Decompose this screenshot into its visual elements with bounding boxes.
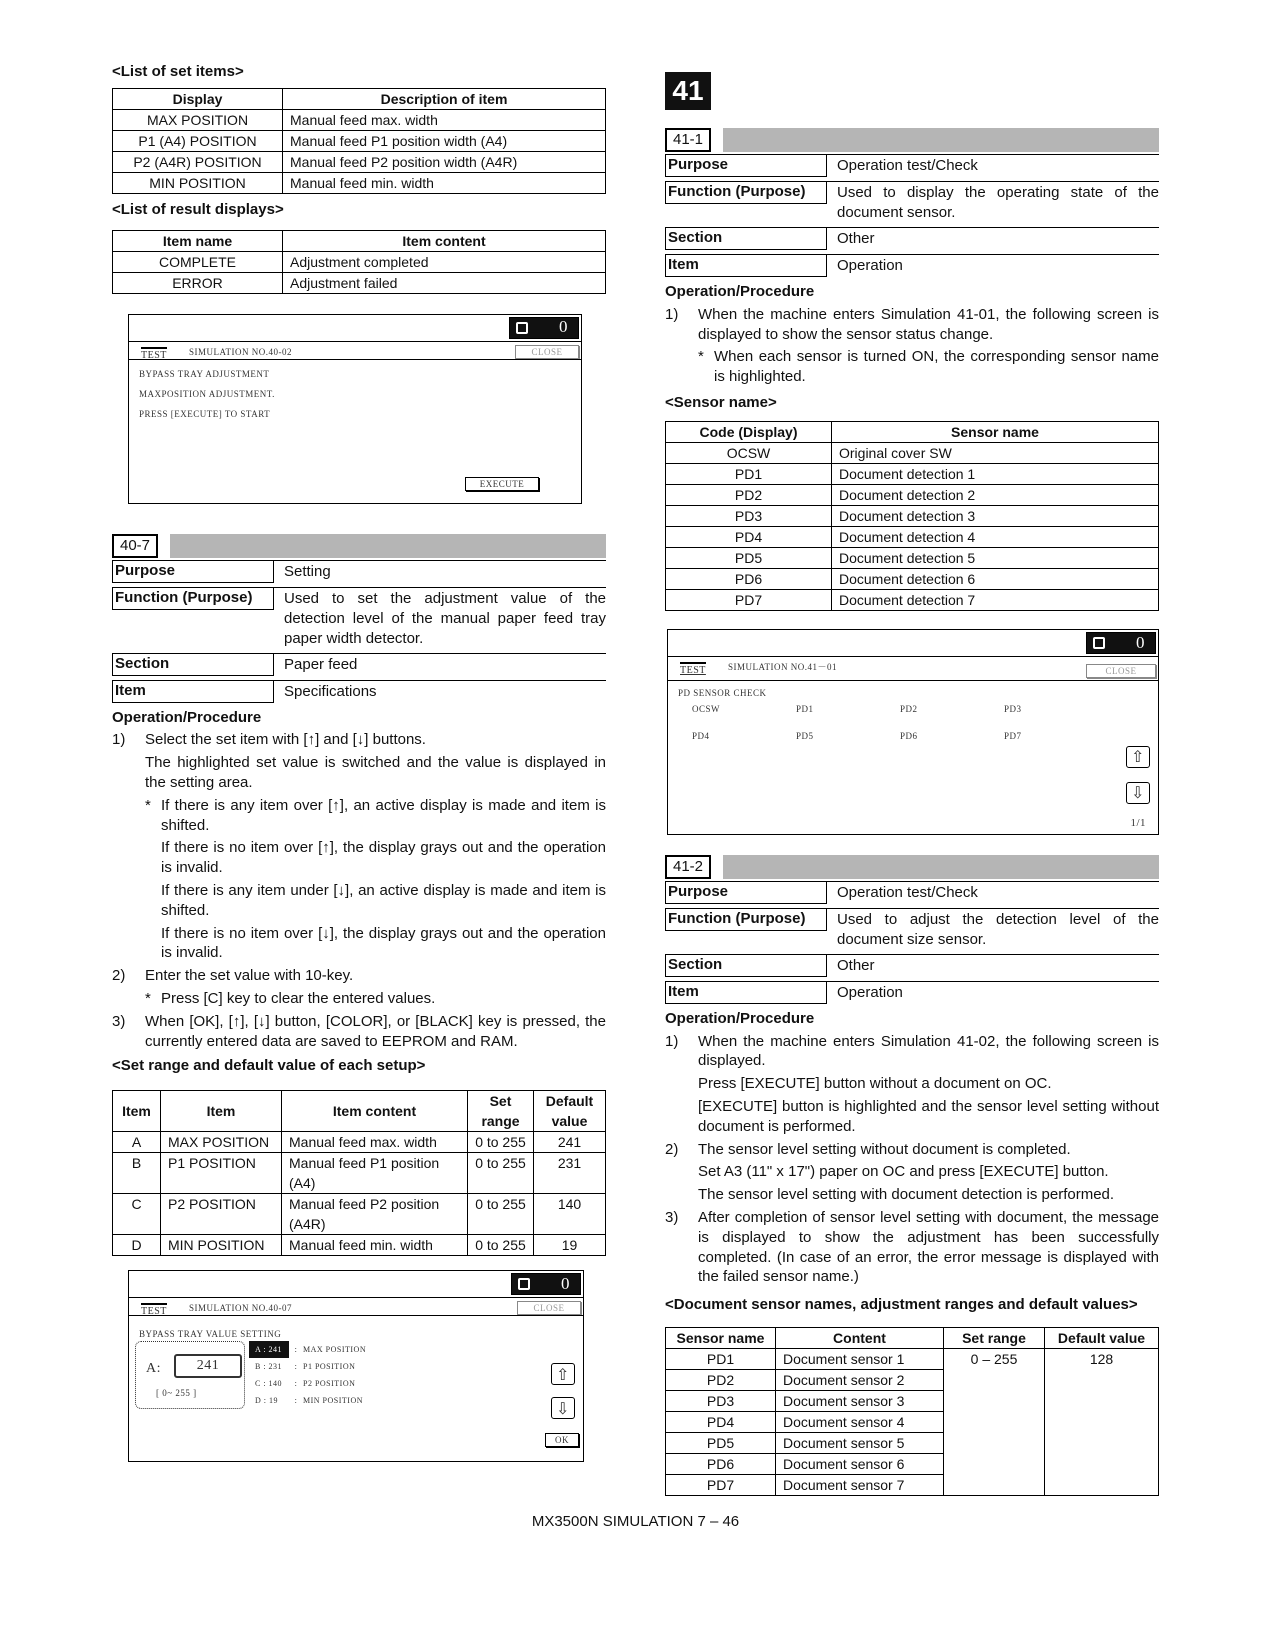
table-row [113,172,606,193]
simulation-screen-40-07 [128,1270,584,1462]
cell: 231 [534,1153,606,1194]
copy-counter [1086,632,1156,654]
section-number: 41-1 [665,128,711,152]
step-number: 2) [112,967,126,985]
purpose-label: Purpose [112,561,274,583]
step-text: Select the set item with [↑] and [↓] buttons. [145,731,426,749]
ok-button[interactable]: OK [545,1433,579,1447]
counter-value: 0 [561,1273,570,1293]
table-row [113,130,606,151]
cell: PD1 [666,1348,776,1369]
test-logo: TEST [141,347,167,362]
cell: Document sensor 3 [776,1390,944,1411]
col-header: Default value [534,1091,606,1132]
cell: Adjustment completed [283,251,606,272]
cell: P1 POSITION [161,1153,282,1194]
col-header: Content [776,1327,944,1348]
col-header: Default value [1045,1327,1159,1348]
table-row [113,1194,606,1235]
item-value: Operation [837,983,903,1001]
sensor-pd2: PD2 [900,703,918,714]
value-input[interactable]: 241 [174,1354,242,1378]
cell: Manual feed P2 position width (A4R) [283,151,606,172]
cell: PD4 [666,526,832,547]
cell: PD2 [666,1369,776,1390]
operation-heading: Operation/Procedure [665,1009,815,1027]
purpose-label: Purpose [665,155,827,177]
note-text: If there is any item under [↓], an active display is made and item is shifted. [161,881,606,919]
table-row [113,1132,606,1153]
simulation-number: SIMULATION NO.41－01 [728,661,837,672]
col-header: Item content [283,230,606,251]
down-arrow-button[interactable]: ⇩ [551,1397,575,1419]
list-set-items-heading: <List of set items> [112,63,244,80]
table-row [666,589,1159,610]
item-label: Item [112,681,274,703]
sensor-pd1: PD1 [796,703,814,714]
cell: 0 to 255 [468,1153,534,1194]
up-arrow-button[interactable]: ⇧ [551,1363,575,1385]
table-row [666,463,1159,484]
purpose-value: Operation test/Check [837,157,978,174]
cell: PD2 [666,484,832,505]
cell: P2 POSITION [161,1194,282,1235]
table-row [666,484,1159,505]
screen-title: BYPASS TRAY VALUE SETTING [139,1329,282,1340]
cell: Original cover SW [832,442,1159,463]
step-text: [EXECUTE] button is highlighted and the sensor level setting without document is performed. [698,1097,1159,1135]
table-row [113,109,606,130]
function-value: Used to adjust the detection level of the document size sensor. [837,910,1159,948]
operation-heading: Operation/Procedure [665,283,815,300]
note-text: When each sensor is turned ON, the corresponding sensor name is highlighted. [714,348,1159,386]
sensor-table [665,421,1159,611]
cell: Document detection 1 [832,463,1159,484]
list-item[interactable]: A : 241 : MAX POSITION [249,1341,366,1358]
cell: MIN POSITION [113,172,283,193]
col-header: Description of item [283,88,606,109]
sensor-pd7: PD7 [1004,730,1022,741]
table-row [666,547,1159,568]
table-row [113,151,606,172]
value-input-panel [135,1341,245,1409]
step-number: 1) [112,731,126,749]
step-text: The sensor level setting without document is completed. [698,1140,1071,1158]
default-cell: 128 [1045,1348,1159,1495]
cell: Document detection 3 [832,505,1159,526]
sensor-ocsw: OCSW [692,703,721,714]
cell: OCSW [666,442,832,463]
test-logo: TEST [680,662,706,677]
table-row [666,526,1159,547]
screen-title: PD SENSOR CHECK [678,687,767,698]
item-value: Operation [837,257,903,274]
screen-text: PRESS [EXECUTE] TO START [139,408,271,419]
section-number: 41-2 [665,855,711,879]
sensor-pd4: PD4 [692,730,710,741]
list-result-heading: <List of result displays> [112,200,284,218]
table-row [113,1235,606,1256]
cell: Document sensor 6 [776,1453,944,1474]
step-number: 2) [665,1140,679,1158]
section-header-40-7 [112,534,606,558]
section-value: Paper feed [284,655,358,673]
doc-sensor-heading: <Document sensor names, adjustment ranges and default values> [665,1296,1138,1314]
sensor-pd5: PD5 [796,730,814,741]
range-heading: <Set range and default value of each setup> [112,1057,426,1075]
purpose-label: Purpose [665,882,827,904]
cell: MAX POSITION [113,109,283,130]
step-number: 3) [665,1208,679,1226]
cell: B [113,1153,161,1194]
cell: MAX POSITION [161,1132,282,1153]
cell: 0 to 255 [468,1132,534,1153]
screen-text: MAXPOSITION ADJUSTMENT. [139,388,275,399]
step-text: When the machine enters Simulation 41-02, the following screen is displayed. [698,1032,1159,1070]
step-text: The highlighted set value is switched and the value is displayed in the setting area. [145,754,606,791]
cell: Manual feed P1 position width (A4) [283,130,606,151]
col-header: Sensor name [832,421,1159,442]
col-header: Item content [282,1091,468,1132]
note-text: If there is no item over [↓], the display grays out and the operation is invalid. [161,924,606,962]
copy-icon [516,322,528,334]
operation-heading: Operation/Procedure [112,708,262,726]
copy-icon [518,1278,530,1290]
step-number: 1) [665,1032,679,1050]
step-text: Enter the set value with 10-key. [145,967,354,985]
cell: PD5 [666,547,832,568]
cell: A [113,1132,161,1153]
cell: Document sensor 7 [776,1474,944,1495]
screen-title: BYPASS TRAY ADJUSTMENT [139,368,270,379]
section-header-41-2 [665,855,1159,879]
setting-list [249,1341,366,1409]
range-text: [ 0~ 255 ] [156,1388,197,1399]
simulation-screen-40-02 [128,314,582,504]
step-text: The sensor level setting with document detection is performed. [698,1186,1115,1204]
cell: Document sensor 4 [776,1411,944,1432]
cell: ERROR [113,272,283,293]
col-header: Sensor name [666,1327,776,1348]
cell: P1 (A4) POSITION [113,130,283,151]
col-header: Item [161,1091,282,1132]
list-item[interactable]: B : 231 : P1 POSITION [255,1362,356,1372]
cell: Manual feed min. width [282,1235,468,1256]
input-label: A: [146,1361,161,1377]
note-text: Press [C] key to clear the entered values. [161,989,436,1007]
step-text: Set A3 (11" x 17") paper on OC and press [EXECUTE] button. [698,1163,1109,1181]
cell: 0 to 255 [468,1235,534,1256]
cell: 241 [534,1132,606,1153]
step-text: Press [EXECUTE] button without a document on OC. [698,1075,1052,1093]
item-label: Item [665,982,827,1004]
simulation-number: SIMULATION NO.40-07 [189,1303,292,1314]
cell: Manual feed min. width [283,172,606,193]
cell: Manual feed P1 position (A4) [282,1153,468,1194]
step-text: After completion of sensor level setting with document, the message is displayed to show the adjustment has been successfully completed. (In case of an error, the error message is displayed with the failed sensor name.) [698,1208,1159,1286]
function-label: Function (Purpose) [665,182,827,204]
cell: MIN POSITION [161,1235,282,1256]
close-button[interactable]: CLOSE [517,1301,581,1315]
simulation-number: SIMULATION NO.40-02 [189,346,292,357]
section-label: Section [112,654,274,676]
cell: Manual feed max. width [282,1132,468,1153]
table-row [666,505,1159,526]
cell: PD3 [666,1390,776,1411]
cell: C [113,1194,161,1235]
table-row [113,251,606,272]
purpose-value: Setting [284,562,331,580]
item-value: Specifications [284,682,377,700]
range-cell: 0 – 255 [944,1348,1045,1495]
list-item[interactable]: D : 19 : MIN POSITION [255,1396,363,1406]
simulation-screen-41-01 [667,629,1159,835]
cell: PD3 [666,505,832,526]
cell: COMPLETE [113,251,283,272]
table-row [666,442,1159,463]
cell: PD1 [666,463,832,484]
section-label: Section [665,955,827,977]
table-row [113,1153,606,1194]
cell: Document detection 7 [832,589,1159,610]
item-label: Item [665,255,827,277]
close-button[interactable]: CLOSE [515,345,579,359]
left-column: <List of set items> Display Description of item MAX POSITION Manual feed max. width P1 (A4) POSITION Manual feed P1 position width (A4) P2 (A4R) POSITION Manual feed P2 position width (A4R) MIN POSITION Manual feed min. width <List of result displays> Item name Item content COMPLETE Adjustment completed ERROR Adjustment failed 0 TEST SIMULATION NO.40-02 CLOSE BYPASS TRAY ADJUSTMENT MAXPOSITION ADJUSTMENT. PRESS [EXECUTE] TO START EXECUTE 40-7 Purpose Setting Function (Purpose) Used to set the adjustment value of the detection level of the manual paper feed tray paper width detector. Section Paper feed Item Specifications Operation/Procedure 1) Select the set item with [↑] and [↓] buttons. The highlighted set value is switched and the value is displayed in the setting area. * If there is any item over [↑], an active display is made and item is shifted. If there is no item over [↑], the display grays out and the operation is invalid. If there is any item under [↓], an active display is made and item is shifted. If there is no item over [↓], the display grays out and the operation is invalid. 2) Enter the set value with 10-key. * Press [C] key to clear the entered values. 3) When [OK], [↑], [↓] button, [COLOR], or [BLACK] key is pressed, the currently entered data are saved to EEPROM and RAM. <Set range and default value of each setup> Item Item Item content Set range Default value A MAX POSITION Manual feed max. width 0 to 255 241 B P1 POSITION Manual feed P1 position (A4) 0 to 255 231 C P2 POSITION Manual feed P2 position (A4R) 0 to 255 140 D MIN POSITION Manual feed min. width 0 to 255 19 0 TEST SIMULATION NO.40-07 CLOSE BYPASS TRAY VALUE SETTING A: 241 [ 0~ 255 ] A : 241 : MAX POSITION B : 231 : P1 POSITION C : 140 : P2 POSITION D : 19 : MIN POSITION ⇧ ⇩ OK [112,62,606,1462]
chapter-number: 41 [665,72,711,110]
cell: 19 [534,1235,606,1256]
note-text: If there is any item over [↑], an active display is made and item is shifted. [161,796,606,834]
cell: Document sensor 1 [776,1348,944,1369]
col-header: Item name [113,230,283,251]
col-header: Set range [944,1327,1045,1348]
cell: PD7 [666,589,832,610]
cell: Manual feed max. width [283,109,606,130]
cell: Document detection 4 [832,526,1159,547]
set-items-table [112,88,606,194]
col-header: Item [113,1091,161,1132]
result-table [112,230,606,294]
cell: PD7 [666,1474,776,1495]
col-header: Code (Display) [666,421,832,442]
section-value: Other [837,230,875,247]
table-row [113,272,606,293]
section-number: 40-7 [112,534,158,558]
cell: Document sensor 2 [776,1369,944,1390]
close-button[interactable]: CLOSE [1086,664,1156,678]
execute-button[interactable]: EXECUTE [465,477,539,491]
function-label: Function (Purpose) [665,909,827,931]
section-label: Section [665,228,827,250]
doc-sensor-table [665,1327,1159,1496]
cell: Document detection 5 [832,547,1159,568]
down-arrow-button[interactable]: ⇩ [1126,782,1150,804]
cell: Adjustment failed [283,272,606,293]
cell: P2 (A4R) POSITION [113,151,283,172]
cell: PD6 [666,568,832,589]
cell: Document detection 2 [832,484,1159,505]
up-arrow-button[interactable]: ⇧ [1126,746,1150,768]
page-indicator: 1/1 [1130,816,1146,829]
step-number: 3) [112,1012,126,1030]
step-text: When the machine enters Simulation 41-01, the following screen is displayed to show the sensor status change. [698,305,1159,343]
purpose-value: Operation test/Check [837,883,978,901]
cell: PD4 [666,1411,776,1432]
test-logo: TEST [141,1303,167,1318]
cell: PD5 [666,1432,776,1453]
cell: Document detection 6 [832,568,1159,589]
col-header: Set range [468,1091,534,1132]
step-text: When [OK], [↑], [↓] button, [COLOR], or [BLACK] key is pressed, the currently entered data are saved to EEPROM and RAM. [145,1012,606,1050]
list-item[interactable]: C : 140 : P2 POSITION [255,1379,356,1389]
page-footer: MX3500N SIMULATION 7 – 46 [531,1513,740,1530]
function-value: Used to display the operating state of the document sensor. [837,184,1159,221]
cell: 0 to 255 [468,1194,534,1235]
cell: D [113,1235,161,1256]
step-number: 1) [665,305,679,323]
section-value: Other [837,956,875,974]
section-header-41-1 [665,128,1159,152]
table-row [666,1348,1159,1369]
counter-value: 0 [1136,632,1145,652]
sensor-pd6: PD6 [900,730,918,741]
function-value: Used to set the adjustment value of the detection level of the manual paper feed tray paper width detector. [284,589,606,647]
cell: PD6 [666,1453,776,1474]
note-text: If there is no item over [↑], the display grays out and the operation is invalid. [161,839,606,877]
cell: Document sensor 5 [776,1432,944,1453]
sensor-heading: <Sensor name> [665,393,777,411]
copy-counter [509,317,579,339]
sensor-pd3: PD3 [1004,703,1022,714]
col-header: Display [113,88,283,109]
table-row [666,568,1159,589]
copy-counter [511,1273,581,1295]
copy-icon [1093,637,1105,649]
counter-value: 0 [559,317,568,337]
function-label: Function (Purpose) [112,588,274,610]
range-table [112,1090,606,1256]
cell: Manual feed P2 position (A4R) [282,1194,468,1235]
right-column: 41 41-1 Purpose Operation test/Check Function (Purpose) Used to display the operating state of the document sensor. Section Other Item Operation Operation/Procedure 1) When the machine enters Simulation 41-01, the following screen is displayed to show the sensor status change. * When each sensor is turned ON, the corresponding sensor name is highlighted. <Sensor name> Code (Display) Sensor name OCSW Original cover SW PD1 Document detection 1 PD2 Document detection 2 PD3 Document detection 3 PD4 Document detection 4 PD5 Document detection 5 PD6 Document detection 6 PD7 Document detection 7 0 TEST SIMULATION NO.41－01 CLOSE PD SENSOR CHECK OCSW PD1 PD2 PD3 PD4 PD5 PD6 PD7 ⇧ ⇩ 1/1 41-2 Purpose Operation test/Check Function (Purpose) Used to adjust the detection level of the document size sensor. Section Other Item Operation Operation/Procedure 1) When the machine enters Simulation 41-02, the following screen is displayed. Press [EXECUTE] button without a document on OC. [EXECUTE] button is highlighted and the sensor level setting without document is performed. 2) The sensor level setting without document is completed. Set A3 (11" x 17") paper on OC and press [EXECUTE] button. The sensor level setting with document detection is performed. 3) After completion of sensor level setting with document, the message is displayed to show the adjustment has been successfully completed. (In case of an error, the error message is displayed with the failed sensor name.) <Document sensor names, adjustment ranges and default values> Sensor name Content Set range Default value PD1 Document sensor 1 0 – 255 128 PD2 Document sensor 2 PD3 Document sensor 3 PD4 Document sensor 4 PD5 Document sensor 5 PD6 Document sensor 6 PD7 Document sensor 7 [665,72,1159,1496]
cell: 140 [534,1194,606,1235]
